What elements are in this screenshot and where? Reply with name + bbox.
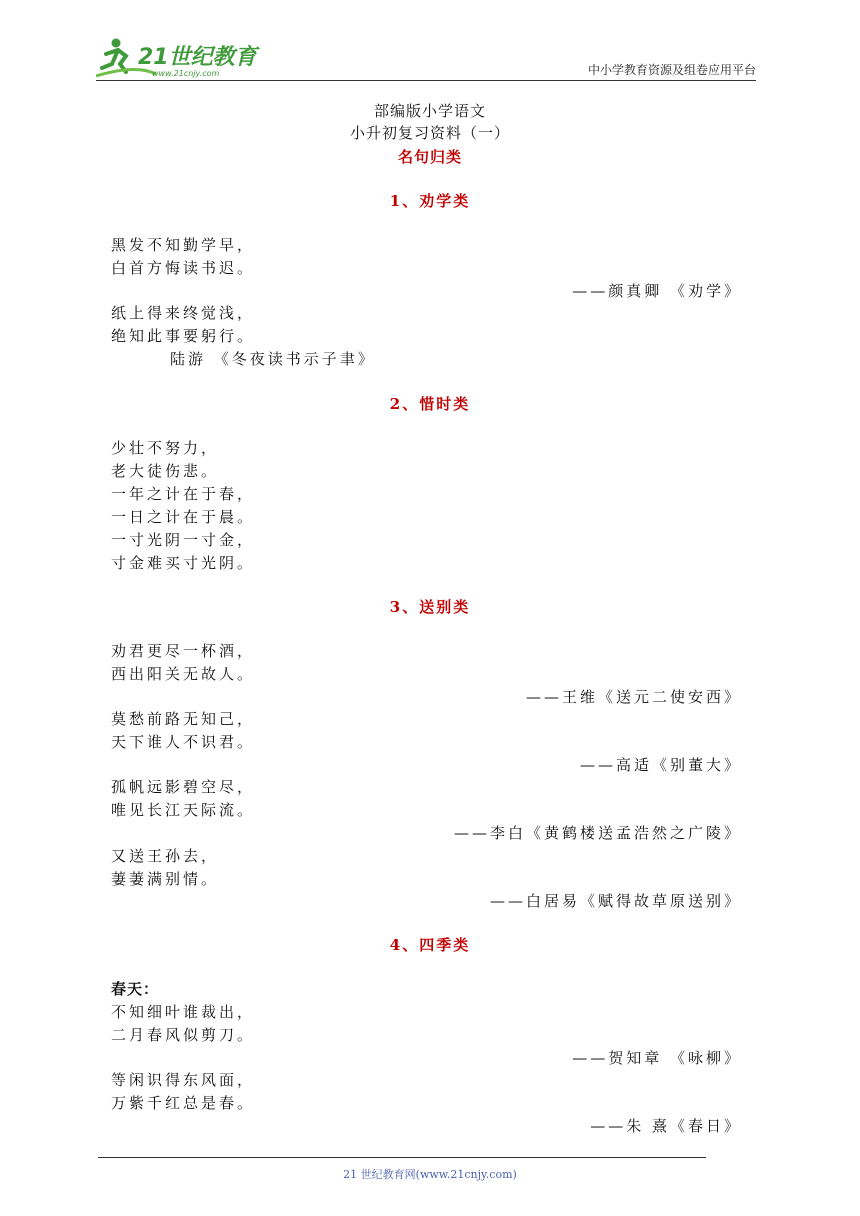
verse-line: 西出阳关无故人。 — [111, 665, 256, 683]
verse-line: 不知细叶谁裁出， — [111, 1003, 256, 1021]
site-logo — [96, 34, 266, 82]
verse-attribution: ——王维《送元二使安西》 — [525, 688, 742, 706]
verse-attribution: 陆游 《冬夜读书示子聿》 — [170, 350, 376, 368]
verse-line: 万紫千红总是春。 — [111, 1094, 256, 1112]
verse-line: 萋萋满别情。 — [111, 870, 220, 888]
verse-attribution: ——朱 熹《春日》 — [590, 1117, 742, 1135]
logo-url: www.21cnjy.com — [152, 69, 220, 78]
verse-attribution: ——颜真卿 《劝学》 — [572, 282, 742, 300]
footer-divider — [98, 1157, 706, 1158]
doc-title-line2: 小升初复习资料（一） — [349, 124, 510, 142]
verse-line: 唯见长江天际流。 — [111, 801, 256, 819]
verse-line: 一寸光阴一寸金， — [111, 531, 256, 549]
verse-line: 莫愁前路无知己， — [111, 710, 256, 728]
section-heading-2: 2、惜时类 — [389, 395, 471, 413]
doc-title-line1: 部编版小学语文 — [373, 102, 486, 120]
verse-attribution: ——贺知章 《咏柳》 — [572, 1049, 742, 1067]
section-heading-3: 3、送别类 — [389, 598, 471, 616]
verse-attribution: ——白居易《赋得故草原送别》 — [489, 892, 742, 910]
verse-line: 老大徒伤悲。 — [111, 462, 220, 480]
verse-line: 绝知此事要躬行。 — [111, 327, 256, 345]
verse-line: 少壮不努力， — [111, 439, 220, 457]
section-heading-4: 4、四季类 — [389, 936, 471, 954]
verse-line: 一日之计在于晨。 — [111, 508, 256, 526]
verse-line: 劝君更尽一杯酒， — [111, 642, 256, 660]
verse-line: 天下谁人不识君。 — [111, 733, 256, 751]
verse-line: 孤帆远影碧空尽， — [111, 778, 256, 796]
verse-line: 寸金难买寸光阴。 — [111, 554, 256, 572]
footer-link[interactable]: 21 世纪教育网(www.21cnjy.com) — [343, 1168, 517, 1181]
verse-line: 一年之计在于春， — [111, 485, 256, 503]
season-label: 春天： — [111, 980, 160, 998]
doc-subtitle: 名句归类 — [397, 148, 462, 166]
verse-line: 纸上得来终觉浅， — [111, 304, 256, 322]
verse-attribution: ——李白《黄鹤楼送孟浩然之广陵》 — [453, 824, 742, 842]
verse-line: 又送王孙去， — [111, 847, 220, 865]
verse-line: 等闲识得东风面， — [111, 1071, 256, 1089]
verse-line: 白首方悔读书迟。 — [111, 259, 256, 277]
verse-line: 黑发不知勤学早， — [111, 236, 256, 254]
header-divider — [96, 80, 756, 81]
header-platform-text: 中小学教育资源及组卷应用平台 — [587, 63, 756, 77]
verse-attribution: ——高适《别董大》 — [579, 756, 742, 774]
verse-line: 二月春风似剪刀。 — [111, 1026, 256, 1044]
section-heading-1: 1、劝学类 — [389, 192, 471, 210]
logo-text: 21世纪教育 — [138, 45, 257, 70]
